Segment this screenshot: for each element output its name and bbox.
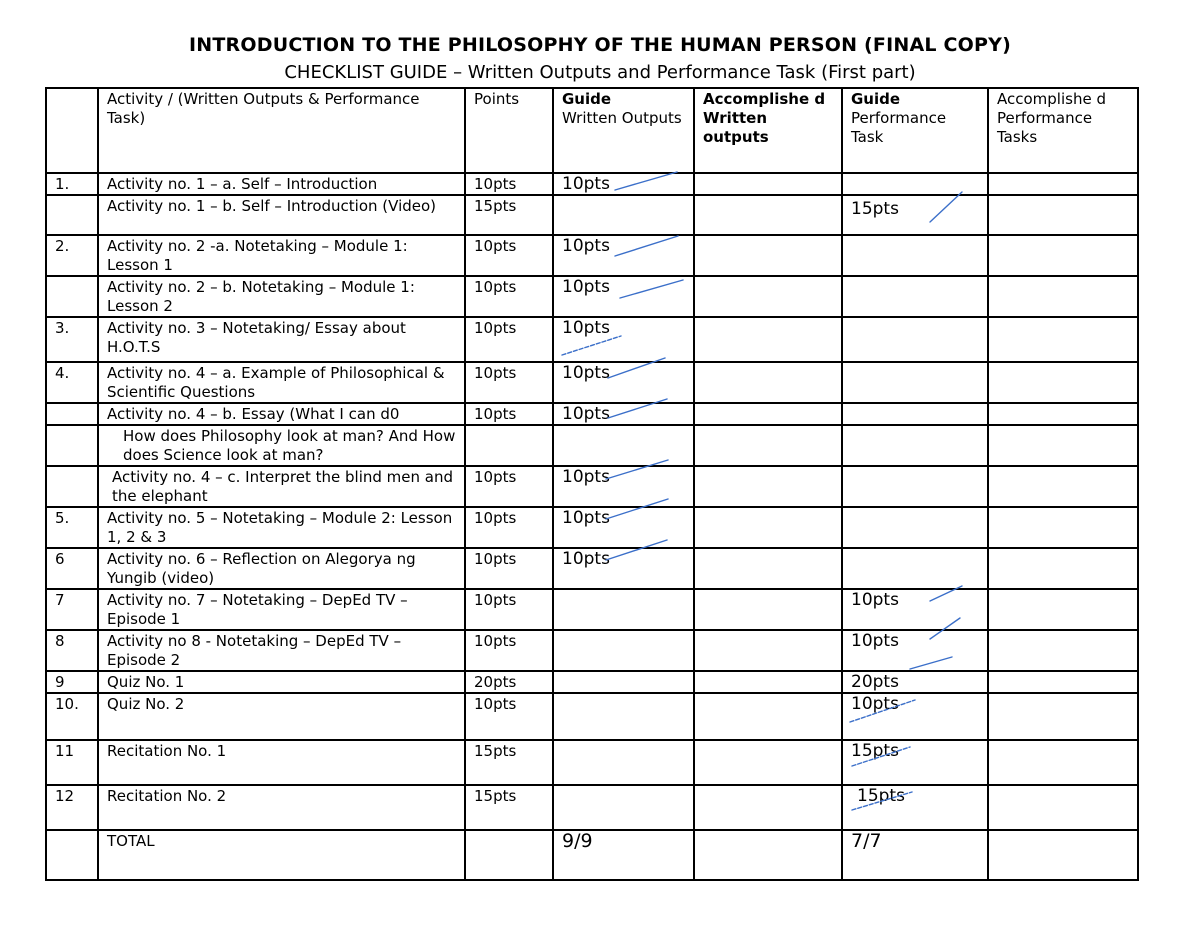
row-guide-performance xyxy=(842,317,988,362)
row-activity: Activity no. 2 -a. Notetaking – Module 1: Lesson 1 xyxy=(98,235,465,276)
row-points: 10pts xyxy=(465,403,553,425)
row-activity: Activity no. 3 – Notetaking/ Essay about H.O.T.S xyxy=(98,317,465,362)
total-number xyxy=(46,830,98,880)
table-row xyxy=(46,403,1138,425)
row-activity: Activity no. 4 – b. Essay (What I can d0 xyxy=(98,403,465,425)
row-guide-performance: 10pts xyxy=(842,589,988,630)
row-accomplished-performance xyxy=(988,671,1138,693)
row-number xyxy=(46,403,98,425)
row-accomplished-performance xyxy=(988,362,1138,403)
header-guide-written-sub: Written Outputs xyxy=(562,109,682,127)
row-guide-performance xyxy=(842,425,988,466)
row-guide-written xyxy=(553,425,694,466)
row-activity: Recitation No. 2 xyxy=(98,785,465,830)
row-number: 3. xyxy=(46,317,98,362)
row-guide-performance: 15pts xyxy=(842,195,988,235)
row-guide-written: 10pts xyxy=(553,507,694,548)
row-number xyxy=(46,276,98,317)
header-guide-written-title: Guide xyxy=(562,90,612,108)
row-accomplished-performance xyxy=(988,173,1138,195)
row-activity: Activity no. 1 – b. Self – Introduction (Video) xyxy=(98,195,465,235)
row-points: 15pts xyxy=(465,740,553,785)
row-guide-performance xyxy=(842,235,988,276)
row-accomplished-written xyxy=(694,195,842,235)
row-guide-performance xyxy=(842,507,988,548)
row-points: 15pts xyxy=(465,785,553,830)
row-points: 10pts xyxy=(465,630,553,671)
row-accomplished-performance xyxy=(988,466,1138,507)
document-subtitle: CHECKLIST GUIDE – Written Outputs and Performance Task (First part) xyxy=(284,62,916,83)
header-points: Points xyxy=(465,88,553,173)
header-accomplished-written-title: Accomplishe d xyxy=(703,90,826,108)
row-accomplished-written xyxy=(694,317,842,362)
table-row xyxy=(46,589,1138,630)
row-activity: Activity no. 6 – Reflection on Alegorya ng Yungib (video) xyxy=(98,548,465,589)
row-number: 8 xyxy=(46,630,98,671)
row-guide-performance xyxy=(842,362,988,403)
row-activity: Activity no. 7 – Notetaking – DepEd TV – Episode 1 xyxy=(98,589,465,630)
row-number xyxy=(46,425,98,466)
row-points: 10pts xyxy=(465,507,553,548)
row-accomplished-performance xyxy=(988,630,1138,671)
header-guide-performance-sub: Performance Task xyxy=(851,109,947,146)
row-number xyxy=(46,195,98,235)
row-accomplished-performance xyxy=(988,740,1138,785)
row-guide-written: 10pts xyxy=(553,235,694,276)
row-activity: Activity no. 1 – a. Self – Introduction xyxy=(98,173,465,195)
table-row xyxy=(46,740,1138,785)
header-number xyxy=(46,88,98,173)
row-guide-written xyxy=(553,785,694,830)
table-row xyxy=(46,671,1138,693)
row-points: 10pts xyxy=(465,589,553,630)
row-guide-performance xyxy=(842,466,988,507)
table-row xyxy=(46,693,1138,740)
row-points: 10pts xyxy=(465,317,553,362)
row-guide-performance xyxy=(842,403,988,425)
row-accomplished-written xyxy=(694,630,842,671)
row-guide-performance xyxy=(842,548,988,589)
table-row xyxy=(46,317,1138,362)
total-guide-performance: 7/7 xyxy=(842,830,988,880)
row-accomplished-performance xyxy=(988,317,1138,362)
row-number: 1. xyxy=(46,173,98,195)
row-guide-written: 10pts xyxy=(553,362,694,403)
row-points: 20pts xyxy=(465,671,553,693)
row-activity: Activity no 8 - Notetaking – DepEd TV – Episode 2 xyxy=(98,630,465,671)
row-guide-written xyxy=(553,195,694,235)
row-number: 5. xyxy=(46,507,98,548)
row-accomplished-written xyxy=(694,785,842,830)
row-points: 10pts xyxy=(465,276,553,317)
row-accomplished-written xyxy=(694,276,842,317)
table-row xyxy=(46,425,1138,466)
row-number xyxy=(46,466,98,507)
table-row xyxy=(46,173,1138,195)
row-activity: Activity no. 4 – c. Interpret the blind men and the elephant xyxy=(98,466,465,507)
row-number: 10. xyxy=(46,693,98,740)
row-accomplished-performance xyxy=(988,425,1138,466)
row-guide-written: 10pts xyxy=(553,173,694,195)
row-number: 6 xyxy=(46,548,98,589)
row-activity: How does Philosophy look at man? And How does Science look at man? xyxy=(98,425,465,466)
row-activity: Activity no. 5 – Notetaking – Module 2: Lesson 1, 2 & 3 xyxy=(98,507,465,548)
table-row xyxy=(46,466,1138,507)
row-guide-performance: 10pts xyxy=(842,630,988,671)
row-activity: Recitation No. 1 xyxy=(98,740,465,785)
table-row xyxy=(46,630,1138,671)
row-activity: Activity no. 2 – b. Notetaking – Module 1: Lesson 2 xyxy=(98,276,465,317)
header-guide-performance xyxy=(842,88,988,173)
total-points xyxy=(465,830,553,880)
row-points: 10pts xyxy=(465,362,553,403)
total-guide-written: 9/9 xyxy=(553,830,694,880)
row-guide-written xyxy=(553,740,694,785)
row-accomplished-written xyxy=(694,173,842,195)
row-accomplished-performance xyxy=(988,507,1138,548)
row-guide-written: 10pts xyxy=(553,403,694,425)
row-guide-performance: 10pts xyxy=(842,693,988,740)
row-points xyxy=(465,425,553,466)
row-accomplished-performance xyxy=(988,276,1138,317)
row-number: 11 xyxy=(46,740,98,785)
row-accomplished-performance xyxy=(988,235,1138,276)
row-points: 15pts xyxy=(465,195,553,235)
row-guide-written: 10pts xyxy=(553,466,694,507)
row-guide-performance: 15pts xyxy=(842,785,988,830)
row-accomplished-written xyxy=(694,403,842,425)
checklist-table xyxy=(45,87,1139,881)
table-row xyxy=(46,785,1138,830)
row-guide-performance: 20pts xyxy=(842,671,988,693)
table-row xyxy=(46,276,1138,317)
row-guide-performance xyxy=(842,276,988,317)
row-accomplished-written xyxy=(694,425,842,466)
table-row xyxy=(46,195,1138,235)
row-guide-written: 10pts xyxy=(553,317,694,362)
header-accomplished-performance: Accomplishe d Performance Tasks xyxy=(988,88,1138,173)
header-accomplished-written xyxy=(694,88,842,173)
table-row xyxy=(46,235,1138,276)
row-guide-written xyxy=(553,693,694,740)
header-accomplished-written-sub: Written outputs xyxy=(703,109,769,146)
row-guide-written xyxy=(553,671,694,693)
row-accomplished-performance xyxy=(988,785,1138,830)
row-points: 10pts xyxy=(465,173,553,195)
row-accomplished-performance xyxy=(988,693,1138,740)
row-number: 9 xyxy=(46,671,98,693)
total-label: TOTAL xyxy=(98,830,465,880)
total-accomplished-performance xyxy=(988,830,1138,880)
row-guide-written: 10pts xyxy=(553,276,694,317)
row-guide-performance xyxy=(842,173,988,195)
row-activity: Quiz No. 1 xyxy=(98,671,465,693)
header-row xyxy=(46,88,1138,173)
row-accomplished-written xyxy=(694,548,842,589)
row-accomplished-written xyxy=(694,693,842,740)
row-accomplished-performance xyxy=(988,195,1138,235)
row-points: 10pts xyxy=(465,235,553,276)
row-points: 10pts xyxy=(465,466,553,507)
row-accomplished-written xyxy=(694,671,842,693)
row-accomplished-written xyxy=(694,466,842,507)
row-accomplished-written xyxy=(694,507,842,548)
row-accomplished-written xyxy=(694,589,842,630)
row-number: 4. xyxy=(46,362,98,403)
row-points: 10pts xyxy=(465,693,553,740)
row-number: 7 xyxy=(46,589,98,630)
row-points: 10pts xyxy=(465,548,553,589)
row-number: 12 xyxy=(46,785,98,830)
total-row xyxy=(46,830,1138,880)
header-guide-written xyxy=(553,88,694,173)
row-guide-written xyxy=(553,589,694,630)
table-row xyxy=(46,362,1138,403)
header-activity: Activity / (Written Outputs & Performance Task) xyxy=(98,88,465,173)
header-guide-performance-title: Guide xyxy=(851,90,901,108)
row-number: 2. xyxy=(46,235,98,276)
row-accomplished-performance xyxy=(988,589,1138,630)
document-title: INTRODUCTION TO THE PHILOSOPHY OF THE HUMAN PERSON (FINAL COPY) xyxy=(189,34,1011,56)
row-activity: Activity no. 4 – a. Example of Philosophical & Scientific Questions xyxy=(98,362,465,403)
total-accomplished-written xyxy=(694,830,842,880)
row-guide-written: 10pts xyxy=(553,548,694,589)
table-row xyxy=(46,507,1138,548)
row-accomplished-written xyxy=(694,235,842,276)
row-accomplished-written xyxy=(694,740,842,785)
row-activity: Quiz No. 2 xyxy=(98,693,465,740)
row-guide-performance: 15pts xyxy=(842,740,988,785)
row-accomplished-written xyxy=(694,362,842,403)
row-guide-written xyxy=(553,630,694,671)
row-accomplished-performance xyxy=(988,403,1138,425)
table-row xyxy=(46,548,1138,589)
row-accomplished-performance xyxy=(988,548,1138,589)
